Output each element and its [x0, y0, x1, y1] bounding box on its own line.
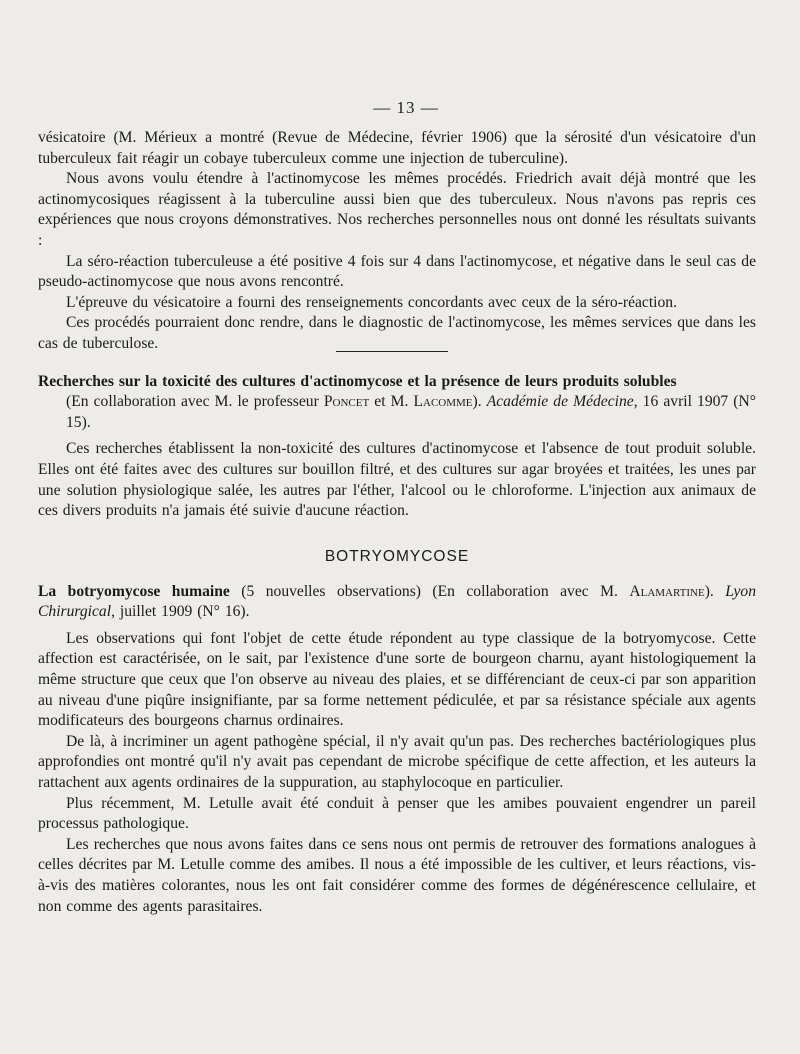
- journal-name: Académie de Médecine,: [486, 393, 638, 411]
- journal-name: Lyon Chirurgical,: [38, 582, 756, 621]
- author-alamartine: Alamartine: [629, 582, 705, 600]
- author-lacomme: Lacomme: [413, 393, 473, 411]
- toxicity-reference: (En collaboration avec M. le professeur Poncet et M. Lacomme). Académie de Médecine, 16 avril 1907 (N° 15).: [66, 393, 756, 431]
- botryomycose-heading: La botryomycose humaine: [38, 582, 230, 600]
- section-title-botryomycose: BOTRYOMYCOSE: [324, 547, 470, 565]
- botryomycose-paragraph: Les observations qui font l'objet de cette étude répondent au type classique de la botryomycose. Cette affection est caractérisée, on le sait, par l'existence d'une sorte de bourgeon charnu, ayant histologiquement la même structure que ceux que l'on observe au niveau des plaies, et se différenciant de ceux-ci par son apparition au niveau d'une piqûre insignifiante, par sa forme nettement pédiculée, et par sa résistance spéciale aux agents modificateurs des bourgeons charnus ordinaires.: [38, 629, 756, 730]
- paragraph-vesicatoire: [38, 128, 756, 169]
- toxicity-body: Ces recherches établissent la non-toxicité des cultures d'actinomycose et l'absence de tout produit soluble. Elles ont été faites avec des cultures sur bouillon filtré, et des cultures sur agar broyées et traitées, les unes par une solution physiologique salée, les autres par l'éther, l'alcool ou le chloroforme. L'injection aux animaux de ces divers produits n'a jamais été suivie d'aucune réaction.: [38, 440, 756, 520]
- paragraph-text: vésicatoire (M. Mérieux a montré (Revue de Médecine, février 1906) que la sérosité d'un vésicatoire d'un tuberculeux fait réagir un cobaye tuberculeux comme une injection de tuberculine).: [38, 129, 756, 167]
- botryomycose-heading-block: La botryomycose humaine (5 nouvelles observations) (En collaboration avec M. Alamartine). Lyon Chirurgical, juillet 1909 (N° 16).: [38, 582, 756, 621]
- paragraph-vesicatoire-test: L'épreuve du vésicatoire a fourni des renseignements concordants avec ceux de la séro-réaction.: [66, 293, 678, 311]
- toxicity-heading-block: [38, 372, 756, 434]
- section-divider: [336, 351, 448, 352]
- paragraph-conclusion: Ces procédés pourraient donc rendre, dans le diagnostic de l'actinomycose, les mêmes services que dans les cas de tuberculose.: [38, 314, 756, 352]
- paragraph-friedrich: Nous avons voulu étendre à l'actinomycose les mêmes procédés. Friedrich avait déjà montré que les actinomycosiques réagissent à la tuberculine aussi bien que des tuberculeux. Nous n'avons pas repris ces expériences que nous croyons démonstratives. Nos recherches personnelles nous ont donné les résultats suivants :: [38, 170, 756, 249]
- paragraph-sero-reaction: La séro-réaction tuberculeuse a été positive 4 fois sur 4 dans l'actinomycose, et négative dans le seul cas de pseudo-actinomycose que nous avons rencontré.: [38, 252, 756, 291]
- botryomycose-paragraph: De là, à incriminer un agent pathogène spécial, il n'y avait qu'un pas. Des recherches bactériologiques plus approfondies ont montré qu'il n'y avait pas cependant de microbe spécifique de cette affection, et les auteurs la rattachent aux agents ordinaires de la suppuration, au staphylocoque en particulier.: [38, 732, 756, 792]
- toxicity-heading: Recherches sur la toxicité des cultures d'actinomycose et la présence de leurs produits solubles: [38, 372, 677, 390]
- page-number: — 13 —: [373, 98, 439, 117]
- botryomycose-paragraph: Plus récemment, M. Letulle avait été conduit à penser que les amibes pouvaient engendrer un pareil processus pathologique.: [38, 794, 756, 833]
- author-poncet: Poncet: [323, 393, 370, 411]
- botryomycose-paragraph: Les recherches que nous avons faites dans ce sens nous ont permis de retrouver des formations analogues à celles décrites par M. Letulle comme des amibes. Il nous a été impossible de les cultiver, et leurs réactions, vis-à-vis des matières colorantes, nous les ont fait considérer comme des formes de dégénérescence cellulaire, et non comme des agents parasitaires.: [38, 835, 756, 915]
